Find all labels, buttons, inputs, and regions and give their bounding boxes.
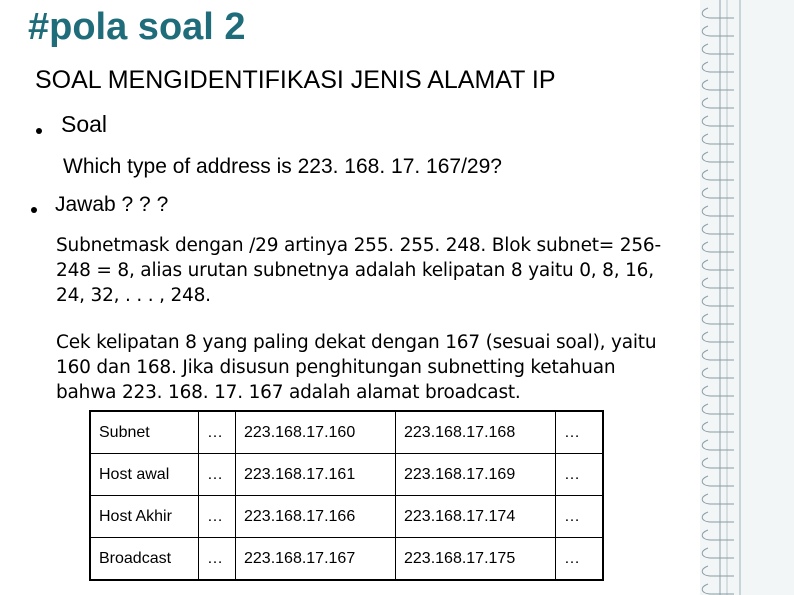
spiral-ring-decoration [702,152,734,162]
table-row [90,538,603,581]
bullet-dot-icon [36,128,42,134]
spiral-ring-decoration [702,458,734,468]
spiral-ring-decoration [702,170,734,180]
spiral-ring-decoration [702,8,734,18]
table-row [90,454,603,496]
table-cell: 223.168.17.161 [236,454,396,496]
table-row [90,411,603,454]
spiral-ring-decoration [702,350,734,360]
spiral-ring-decoration [702,188,734,198]
table-cell: Host awal [90,454,199,496]
table-cell: … [556,538,604,581]
bullet-soal: Soal [61,111,108,137]
table-cell: … [556,411,604,454]
table-cell: … [199,454,236,496]
spiral-ring-decoration [702,80,734,90]
spiral-ring-decoration [702,548,734,558]
spiral-ring-decoration [702,530,734,540]
spiral-ring-decoration [702,512,734,522]
spiral-ring-decoration [702,206,734,216]
table-cell: … [199,411,236,454]
spiral-ring-decoration [702,386,734,396]
bullet-dot-icon [31,207,37,213]
spiral-ring-decoration [702,494,734,504]
spiral-ring-decoration [702,422,734,432]
spiral-ring-decoration [702,440,734,450]
answer-paragraph-2: Cek kelipatan 8 yang paling dekat dengan 167 (sesuai soal), yaitu 160 dan 168. Jika disusun penghitungan subnetting ketahuan bahwa 223. 168. 17. 167 adalah alamat broadcast. [56,332,657,403]
table-cell: … [556,496,604,538]
spiral-ring-decoration [702,134,734,144]
spiral-ring-decoration [702,566,734,576]
spiral-ring-decoration [702,368,734,378]
notebook-spine-decoration [700,0,794,595]
question-text: Which type of address is 223. 168. 17. 167/29? [63,155,502,178]
table-cell: Subnet [90,411,199,454]
table-cell: 223.168.17.175 [396,538,556,581]
slide-title: #pola soal 2 [28,6,246,48]
table-cell: 223.168.17.167 [236,538,396,581]
spiral-ring-decoration [702,98,734,108]
spiral-ring-decoration [702,26,734,36]
spiral-binding-decoration [700,0,794,595]
spiral-ring-decoration [702,242,734,252]
table-cell: 223.168.17.174 [396,496,556,538]
spiral-ring-decoration [702,476,734,486]
table-cell: … [199,538,236,581]
spiral-ring-decoration [702,224,734,234]
bullet-jawab: Jawab ? ? ? [55,193,169,216]
slide-heading: SOAL MENGIDENTIFIKASI JENIS ALAMAT IP [35,66,556,94]
table-cell: … [556,454,604,496]
table-row [90,496,603,538]
spiral-ring-decoration [702,296,734,306]
spiral-ring-decoration [702,44,734,54]
table-cell: 223.168.17.166 [236,496,396,538]
table-cell: 223.168.17.160 [236,411,396,454]
table-cell: Host Akhir [90,496,199,538]
spiral-ring-decoration [702,62,734,72]
spiral-ring-decoration [702,584,734,594]
spiral-ring-decoration [702,278,734,288]
spiral-ring-decoration [702,314,734,324]
spiral-ring-decoration [702,260,734,270]
spiral-ring-decoration [702,332,734,342]
table-cell: … [199,496,236,538]
spiral-ring-decoration [702,116,734,126]
spiral-ring-decoration [702,404,734,414]
table-cell: 223.168.17.169 [396,454,556,496]
subnet-table [89,410,604,581]
table-cell: Broadcast [90,538,199,581]
answer-paragraph-1: Subnetmask dengan /29 artinya 255. 255. 248. Blok subnet= 256-248 = 8, alias urutan subnetnya adalah kelipatan 8 yaitu 0, 8, 16, 24, 32, . . . , 248. [56,235,661,306]
table-cell: 223.168.17.168 [396,411,556,454]
